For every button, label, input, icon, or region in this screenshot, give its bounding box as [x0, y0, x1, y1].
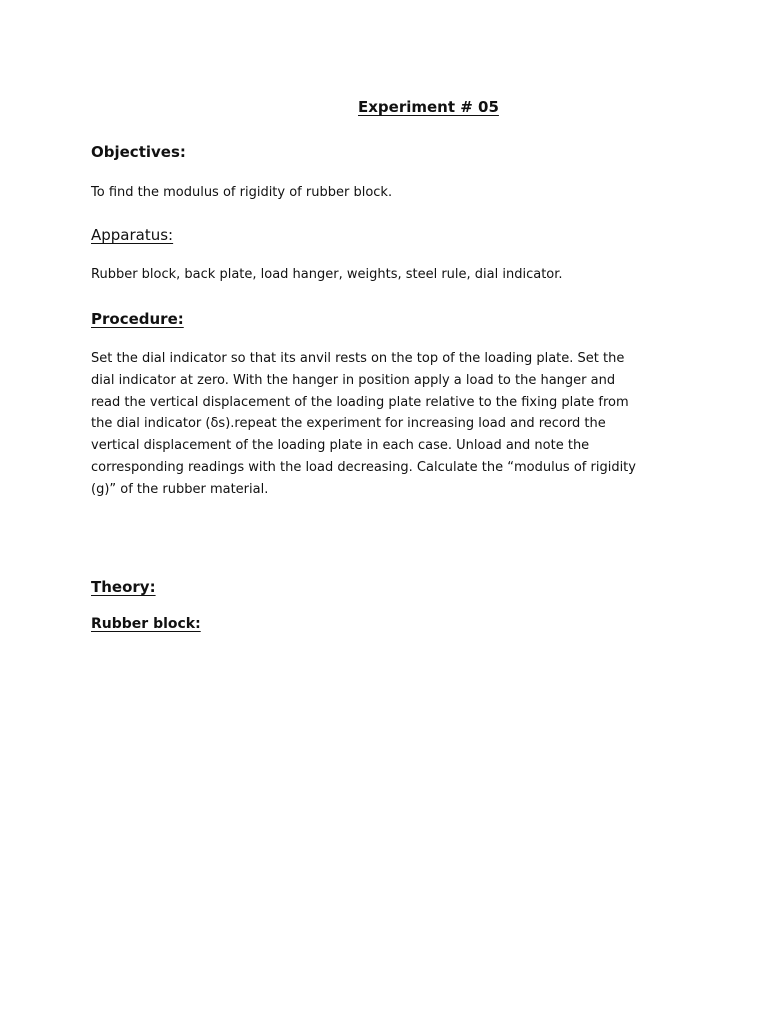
apparatus-text: Rubber block, back plate, load hanger, weights, steel rule, dial indicator. — [91, 267, 563, 282]
objectives-heading: Objectives: — [91, 143, 186, 161]
apparatus-heading: Apparatus: — [91, 226, 174, 244]
rubber-block-subheading: Rubber block: — [91, 616, 201, 632]
page-title: Experiment # 05 — [358, 98, 499, 116]
objectives-text: To find the modulus of rigidity of rubber block. — [91, 185, 393, 200]
theory-heading: Theory: — [91, 578, 156, 596]
procedure-heading: Procedure: — [91, 310, 184, 328]
procedure-text: Set the dial indicator so that its anvil rests on the top of the loading plate. Set the dial indicator at zero. With the hanger in position apply a load to the hanger and read the vertical displacement of the loading plate relative to the fixing plate from the dial indicator (δs).repeat the experiment for increasing load and record the vertical displacement of the loading plate in each case. Unload and note the corresponding readings with the load decreasing. Calculate the “modulus of rigidity (g)” of the rubber material. — [91, 351, 636, 497]
